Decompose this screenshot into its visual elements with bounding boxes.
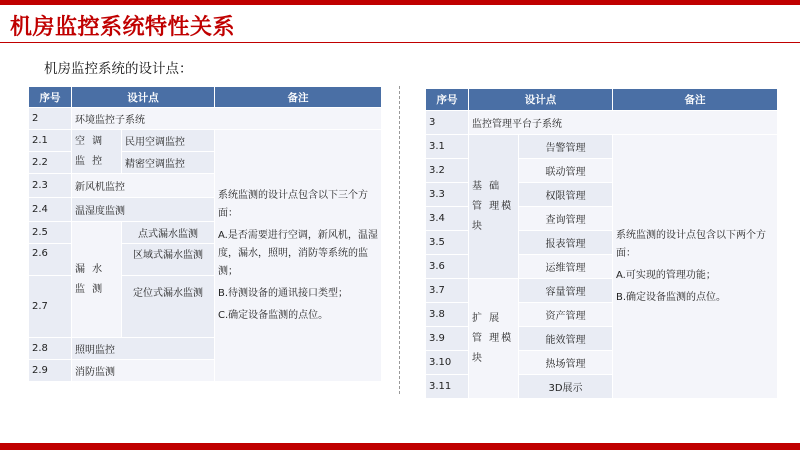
row-no: 3.3 [426,183,469,207]
note-a: A.是否需要进行空调，新风机，温湿度，漏水，照明，消防等系统的监测； [218,229,378,277]
note-intro: 系统监测的设计点包含以下两个方面： [616,229,766,259]
row-sub: 查询管理 [519,207,613,231]
row-sub: 容量管理 [519,279,613,303]
row-no: 2.1 [29,130,72,152]
row-no: 3 [426,111,469,135]
row-item: 环境监控子系统 [72,108,382,130]
row-sub: 联动管理 [519,159,613,183]
row-sub: 点式漏水监测 [122,222,215,244]
note-b: B.待测设备的通讯接口类型； [218,287,349,299]
row-no: 3.9 [426,327,469,351]
row-sub: 能效管理 [519,327,613,351]
row-sub: 告警管理 [519,135,613,159]
note-c: C.确定设备监测的点位。 [218,309,329,321]
row-sub: 运维管理 [519,255,613,279]
group-leak: 漏 水 监 测 [72,222,122,338]
row-no: 2.8 [29,338,72,360]
top-accent-bar [0,0,800,5]
row-no: 3.8 [426,303,469,327]
row-sub: 资产管理 [519,303,613,327]
row-no: 2.9 [29,360,72,382]
row-sub: 3D展示 [519,375,613,399]
row-no: 2.5 [29,222,72,244]
row-no: 3.2 [426,159,469,183]
row-no: 2.2 [29,152,72,174]
left-design-table [28,86,382,382]
group-aircon: 空 调 监 控 [72,130,122,174]
row-no: 3.11 [426,375,469,399]
row-sub: 报表管理 [519,231,613,255]
section-subtitle: 机房监控系统的设计点： [44,61,193,77]
row-sub: 精密空调监控 [122,152,215,174]
right-note [613,135,778,399]
row-sub: 民用空调监控 [122,130,215,152]
note-intro: 系统监测的设计点包含以下三个方面： [218,189,368,219]
page-title: 机房监控系统特性关系 [10,15,236,40]
header-note: 备注 [613,89,778,111]
header-no: 序号 [426,89,469,111]
row-sub: 权限管理 [519,183,613,207]
header-note: 备注 [215,87,382,108]
row-no: 2.3 [29,174,72,198]
row-no: 2.4 [29,198,72,222]
row-sub: 热场管理 [519,351,613,375]
dashed-divider [399,86,400,394]
group-base: 基 础 管 理模块 [469,135,519,279]
row-no: 3.10 [426,351,469,375]
row-no: 3.6 [426,255,469,279]
row-item: 温湿度监测 [72,198,215,222]
row-sub: 区域式漏水监测 [122,244,215,276]
row-no: 2.6 [29,244,72,276]
row-no: 3.1 [426,135,469,159]
row-no: 3.7 [426,279,469,303]
row-no: 3.5 [426,231,469,255]
note-b: B.确定设备监测的点位。 [616,291,727,303]
note-a: A.可实现的管理功能； [616,269,716,281]
right-design-table [425,88,778,399]
row-no: 2 [29,108,72,130]
group-ext: 扩 展 管 理模块 [469,279,519,399]
left-note [215,130,382,382]
row-item: 照明监控 [72,338,215,360]
row-item: 消防监测 [72,360,215,382]
row-item: 监控管理平台子系统 [469,111,778,135]
header-design-point: 设计点 [469,89,613,111]
header-no: 序号 [29,87,72,108]
row-no: 3.4 [426,207,469,231]
row-item: 新风机监控 [72,174,215,198]
title-underline [0,42,800,43]
bottom-accent-bar [0,443,800,450]
row-sub: 定位式漏水监测 [122,276,215,338]
header-design-point: 设计点 [72,87,215,108]
row-no: 2.7 [29,276,72,338]
